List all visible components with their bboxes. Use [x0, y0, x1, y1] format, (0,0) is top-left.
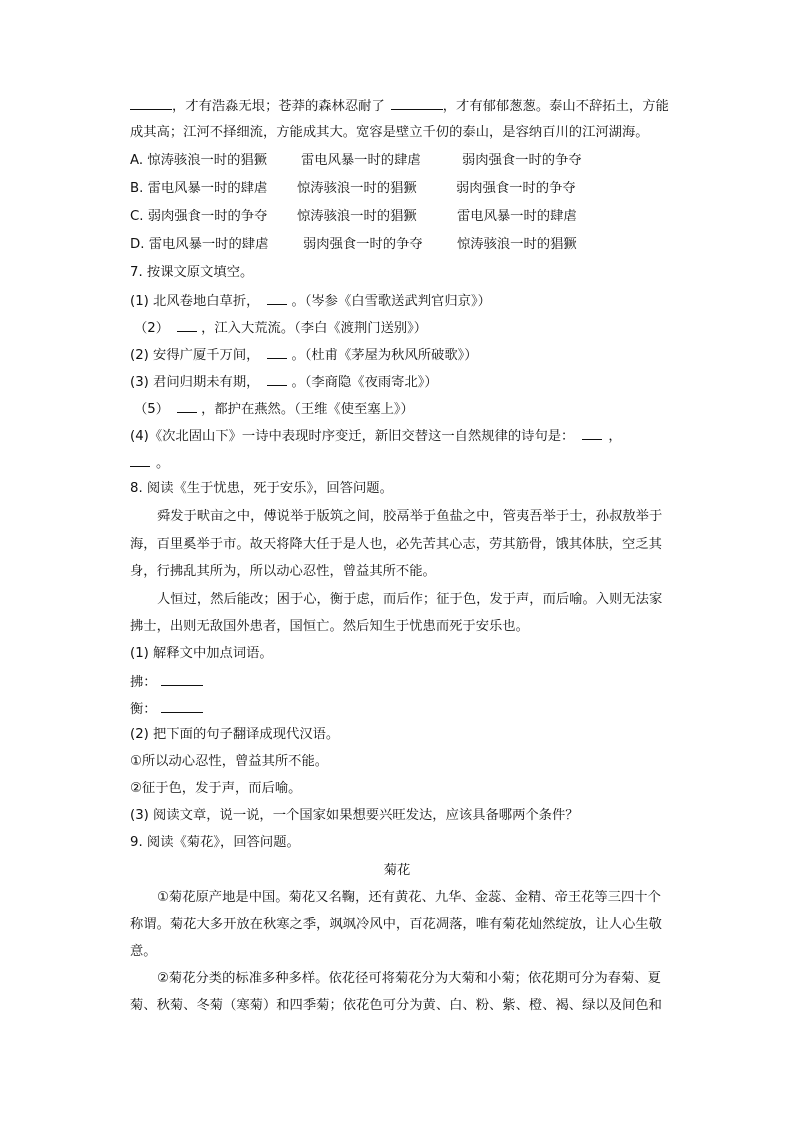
- q7-item-3: (2) 安得广厦千万间， 。（杜甫《茅屋为秋风所破歌》）: [130, 344, 478, 366]
- answer-blank: [267, 290, 287, 305]
- q8-word1: 拂：: [130, 671, 203, 693]
- q7-item-6: (4)《次北固山下》一诗中表现时序变迁，新旧交替这一自然规律的诗句是： ，: [130, 425, 622, 447]
- option-a: A. 惊涛骇浪一时的猖獗: [130, 153, 267, 168]
- option-c: C. 弱肉强食一时的争夺: [130, 209, 268, 224]
- q7-item-1: (1) 北风卷地白草折， 。（岑参《白雪歌送武判官归京》）: [130, 290, 491, 312]
- option-d: D. 雷电风暴一时的肆虐: [130, 237, 269, 252]
- q8-sub1: (1) 解释文中加点词语。: [130, 646, 273, 661]
- q9-heading: 9. 阅读《菊花》，回答问题。: [130, 835, 300, 850]
- q8-sentence1: ①所以动心忍性，曾益其所不能。: [130, 754, 329, 769]
- q7-item-2: （2） ，江入大荒流。（李白《渡荆门送别》）: [134, 317, 427, 339]
- option-d-part3: 惊涛骇浪一时的猖獗: [457, 237, 577, 252]
- answer-blank: [177, 398, 197, 413]
- answer-blank: [130, 95, 172, 110]
- q7-item-5: （5） ，都护在燕然。（王维《使至塞上》）: [134, 398, 414, 420]
- answer-blank: [130, 452, 150, 467]
- q7-item-4: (3) 君问归期未有期， 。（李商隐《夜雨寄北》）: [130, 371, 438, 393]
- option-b-part2: 惊涛骇浪一时的猖獗: [297, 181, 417, 196]
- q8-sub3: (3) 阅读文章，说一说，一个国家如果想要兴旺发达，应该具备哪两个条件？: [130, 808, 579, 823]
- option-b-part3: 弱肉强食一时的争夺: [456, 181, 576, 196]
- option-c-part3: 雷电风暴一时的肆虐: [457, 209, 577, 224]
- answer-blank: [161, 698, 203, 713]
- q6-line1-text2: ，才有郁郁葱葱。泰山不辞拓土，方能: [442, 99, 669, 114]
- q9-passage-line: ②菊花分类的标准多种多样。依花径可将菊花分为大菊和小菊；依花期可分为春菊、夏: [157, 971, 661, 986]
- q7-heading: 7. 按课文原文填空。: [130, 265, 254, 280]
- answer-blank: [267, 344, 287, 359]
- q8-word2: 衡：: [130, 698, 203, 720]
- answer-blank: [161, 671, 203, 686]
- q8-passage-line: 海，百里奚举于市。故天将降大任于是人也，必先苦其心志，劳其筋骨，饿其体肤，空乏其: [130, 537, 662, 552]
- answer-blank: [582, 425, 602, 440]
- q8-heading: 8. 阅读《生于忧患，死于安乐》，回答问题。: [130, 481, 393, 496]
- q9-passage-line: 菊、秋菊、冬菊（寒菊）和四季菊；依花色可分为黄、白、粉、紫、橙、褐、绿以及间色和: [130, 998, 662, 1013]
- option-a-part3: 弱肉强食一时的争夺: [462, 153, 582, 168]
- q8-sub2: (2) 把下面的句子翻译成现代汉语。: [130, 727, 340, 742]
- q9-passage-line: ①菊花原产地是中国。菊花又名鞠，还有黄花、九华、金蕊、金精、帝王花等三四十个: [157, 890, 661, 905]
- answer-blank: [391, 95, 443, 110]
- q9-passage-line: 意。: [130, 944, 157, 959]
- q8-passage-line: 人恒过，然后能改；困于心，衡于虑，而后作；征于色，发于声，而后喻。入则无法家: [157, 592, 663, 607]
- option-b: B. 雷电风暴一时的肆虐: [130, 181, 268, 196]
- q9-passage-line: 称谓。菊花大多开放在秋寒之季，飒飒冷风中，百花凋落，唯有菊花灿然绽放，让人心生敬: [130, 917, 662, 932]
- q6-line1: [130, 95, 669, 117]
- q8-passage-line: 舜发于畎亩之中，傅说举于版筑之间，胶鬲举于鱼盐之中，管夷吾举于士，孙叔敖举于: [157, 509, 663, 524]
- answer-blank: [267, 371, 287, 386]
- q7-item-6-cont: 。: [130, 452, 169, 474]
- answer-blank: [177, 317, 197, 332]
- q8-passage-line: 拂士，出则无敌国外患者，国恒亡。然后知生于忧患而死于安乐也。: [130, 619, 529, 634]
- q6-line2: 成其高；江河不择细流，方能成其大。宽容是壁立千仞的泰山，是容纳百川的江河湖海。: [130, 125, 649, 140]
- option-a-part2: 雷电风暴一时的肆虐: [301, 153, 421, 168]
- option-d-part2: 弱肉强食一时的争夺: [303, 237, 423, 252]
- q8-sentence2: ②征于色，发于声，而后喻。: [130, 781, 302, 796]
- q8-passage-line: 身，行拂乱其所为，所以动心忍性，曾益其所不能。: [130, 564, 436, 579]
- q9-article-title: 菊花: [383, 863, 411, 878]
- option-c-part2: 惊涛骇浪一时的猖獗: [297, 209, 417, 224]
- q6-line1-text1: ，才有浩淼无垠；苍莽的森林忍耐了: [172, 99, 385, 114]
